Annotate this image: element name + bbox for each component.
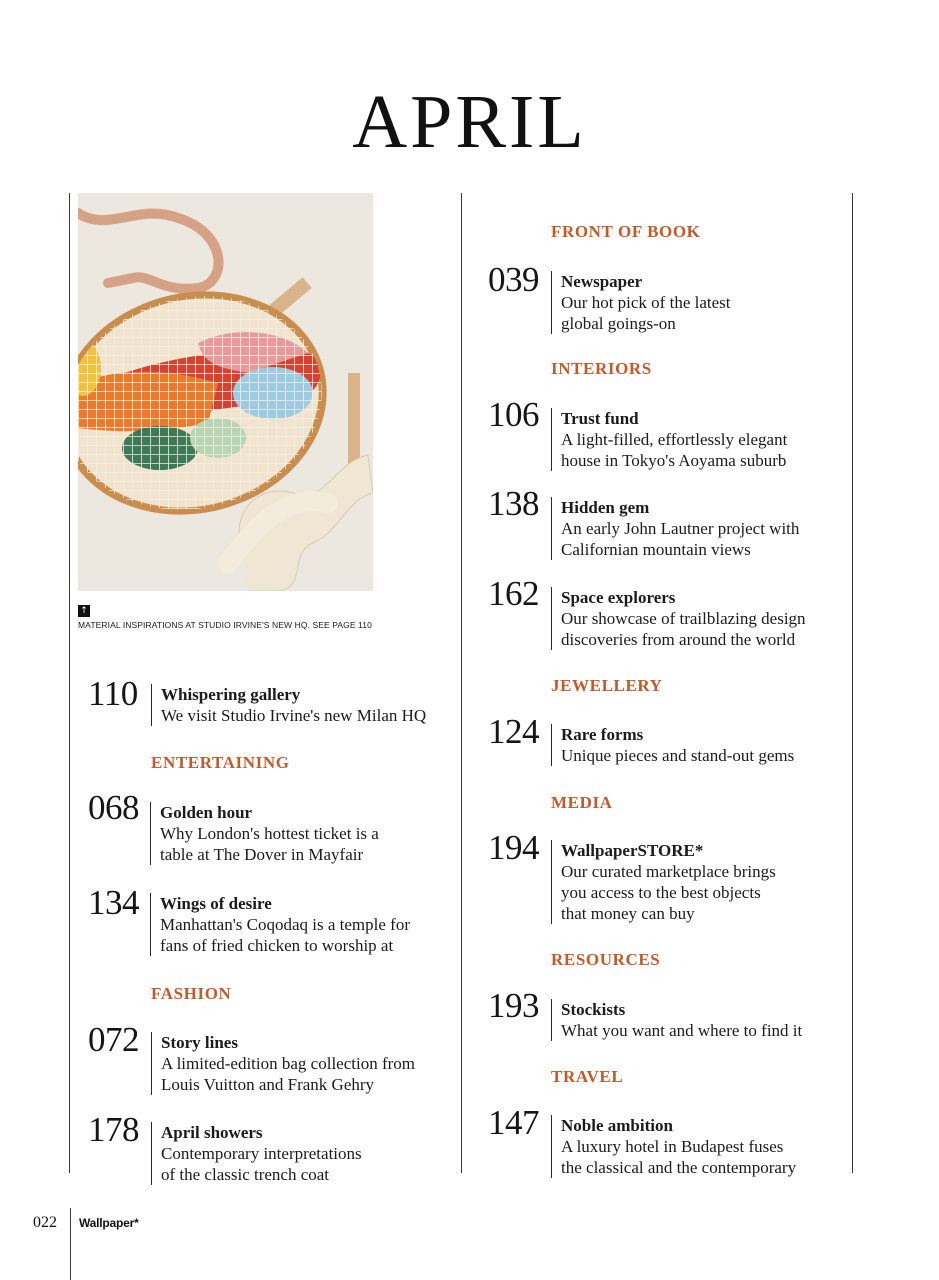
- entry-description: A limited-edition bag collection from: [161, 1054, 415, 1073]
- entry-description: global goings-on: [561, 314, 676, 333]
- entry-description: Our curated marketplace brings: [561, 862, 776, 881]
- entry-title: Wings of desire: [160, 894, 272, 913]
- page-title: APRIL: [352, 80, 587, 164]
- column-divider-middle: [461, 193, 462, 1173]
- entry-description: the classical and the contemporary: [561, 1158, 797, 1177]
- entry-description: Our showcase of trailblazing design: [561, 609, 806, 628]
- entry-description: A luxury hotel in Budapest fuses: [561, 1137, 784, 1156]
- entry-page-number: 039: [488, 260, 539, 299]
- entry-description: you access to the best objects: [561, 883, 761, 902]
- entry-title: Golden hour: [160, 803, 253, 822]
- toc-entry[interactable]: [551, 999, 802, 1041]
- entry-page-number: 068: [88, 788, 139, 827]
- entry-description: table at The Dover in Mayfair: [160, 845, 364, 864]
- brand-logo: Wallpaper*: [79, 1216, 139, 1230]
- entry-description: house in Tokyo's Aoyama suburb: [561, 451, 787, 470]
- section-heading-travel: TRAVEL: [551, 1067, 624, 1086]
- toc-entry[interactable]: [151, 1122, 362, 1185]
- arrow-up-icon: ↑: [78, 605, 90, 617]
- section-heading-resources: RESOURCES: [551, 950, 661, 969]
- section-heading-media: MEDIA: [551, 793, 613, 812]
- column-divider-left: [69, 193, 70, 1173]
- toc-entry[interactable]: [551, 271, 731, 334]
- entry-description: A light-filled, effortlessly elegant: [561, 430, 788, 449]
- entry-title: Space explorers: [561, 588, 676, 607]
- entry-page-number: 124: [488, 712, 539, 751]
- studio-photo: [78, 193, 373, 591]
- toc-entry[interactable]: [551, 840, 776, 924]
- section-heading-interiors: INTERIORS: [551, 359, 652, 378]
- entry-description: fans of fried chicken to worship at: [160, 936, 394, 955]
- section-heading-jewellery: JEWELLERY: [551, 676, 663, 695]
- entry-page-number: 072: [88, 1020, 139, 1059]
- entry-description: What you want and where to find it: [561, 1021, 803, 1040]
- entry-title: Hidden gem: [561, 498, 650, 517]
- entry-title: Newspaper: [561, 272, 643, 291]
- entry-title: WallpaperSTORE*: [561, 841, 704, 860]
- toc-entry[interactable]: [551, 497, 799, 560]
- section-heading-front-of-book: FRONT OF BOOK: [551, 222, 701, 241]
- entry-description: An early John Lautner project with: [561, 519, 800, 538]
- entry-description: We visit Studio Irvine's new Milan HQ: [161, 706, 427, 725]
- entry-description: Why London's hottest ticket is a: [160, 824, 379, 843]
- entry-title: Story lines: [161, 1033, 238, 1052]
- entry-page-number: 147: [488, 1103, 539, 1142]
- entry-title: April showers: [161, 1123, 263, 1142]
- toc-entry[interactable]: [551, 1115, 796, 1178]
- entry-title: Noble ambition: [561, 1116, 673, 1135]
- entry-description: Louis Vuitton and Frank Gehry: [161, 1075, 375, 1094]
- entry-description: discoveries from around the world: [561, 630, 796, 649]
- entry-description: Manhattan's Coqodaq is a temple for: [160, 915, 410, 934]
- toc-entry[interactable]: [150, 802, 379, 865]
- entry-title: Stockists: [561, 1000, 626, 1019]
- entry-title: Rare forms: [561, 725, 644, 744]
- entry-page-number: 162: [488, 574, 539, 613]
- toc-entry[interactable]: [551, 724, 794, 766]
- section-heading-fashion: FASHION: [151, 984, 232, 1003]
- entry-page-number: 134: [88, 883, 139, 922]
- entry-description: Californian mountain views: [561, 540, 751, 559]
- section-heading-entertaining: ENTERTAINING: [151, 753, 290, 772]
- page-folio: 022: [33, 1214, 57, 1231]
- entry-title: Whispering gallery: [161, 685, 301, 704]
- entry-description: Our hot pick of the latest: [561, 293, 731, 312]
- column-divider-right: [852, 193, 853, 1173]
- entry-page-number: 194: [488, 828, 539, 867]
- entry-page-number: 178: [88, 1110, 139, 1149]
- toc-entry[interactable]: [551, 408, 787, 471]
- toc-entry[interactable]: [551, 587, 806, 650]
- entry-page-number: 106: [488, 395, 539, 434]
- entry-description: Unique pieces and stand-out gems: [561, 746, 795, 765]
- entry-description: Contemporary interpretations: [161, 1144, 362, 1163]
- entry-page-number: 138: [488, 484, 539, 523]
- photo-caption: MATERIAL INSPIRATIONS AT STUDIO IRVINE'S NEW HQ. SEE PAGE 110: [78, 620, 372, 630]
- toc-entry[interactable]: [151, 1032, 415, 1095]
- folio-divider: [70, 1208, 71, 1280]
- entry-page-number: 193: [488, 986, 539, 1025]
- toc-entry[interactable]: [150, 893, 410, 956]
- entry-description: that money can buy: [561, 904, 695, 923]
- entry-title: Trust fund: [561, 409, 639, 428]
- entry-page-number: 110: [88, 674, 138, 713]
- entry-description: of the classic trench coat: [161, 1165, 330, 1184]
- toc-entry[interactable]: [151, 684, 426, 726]
